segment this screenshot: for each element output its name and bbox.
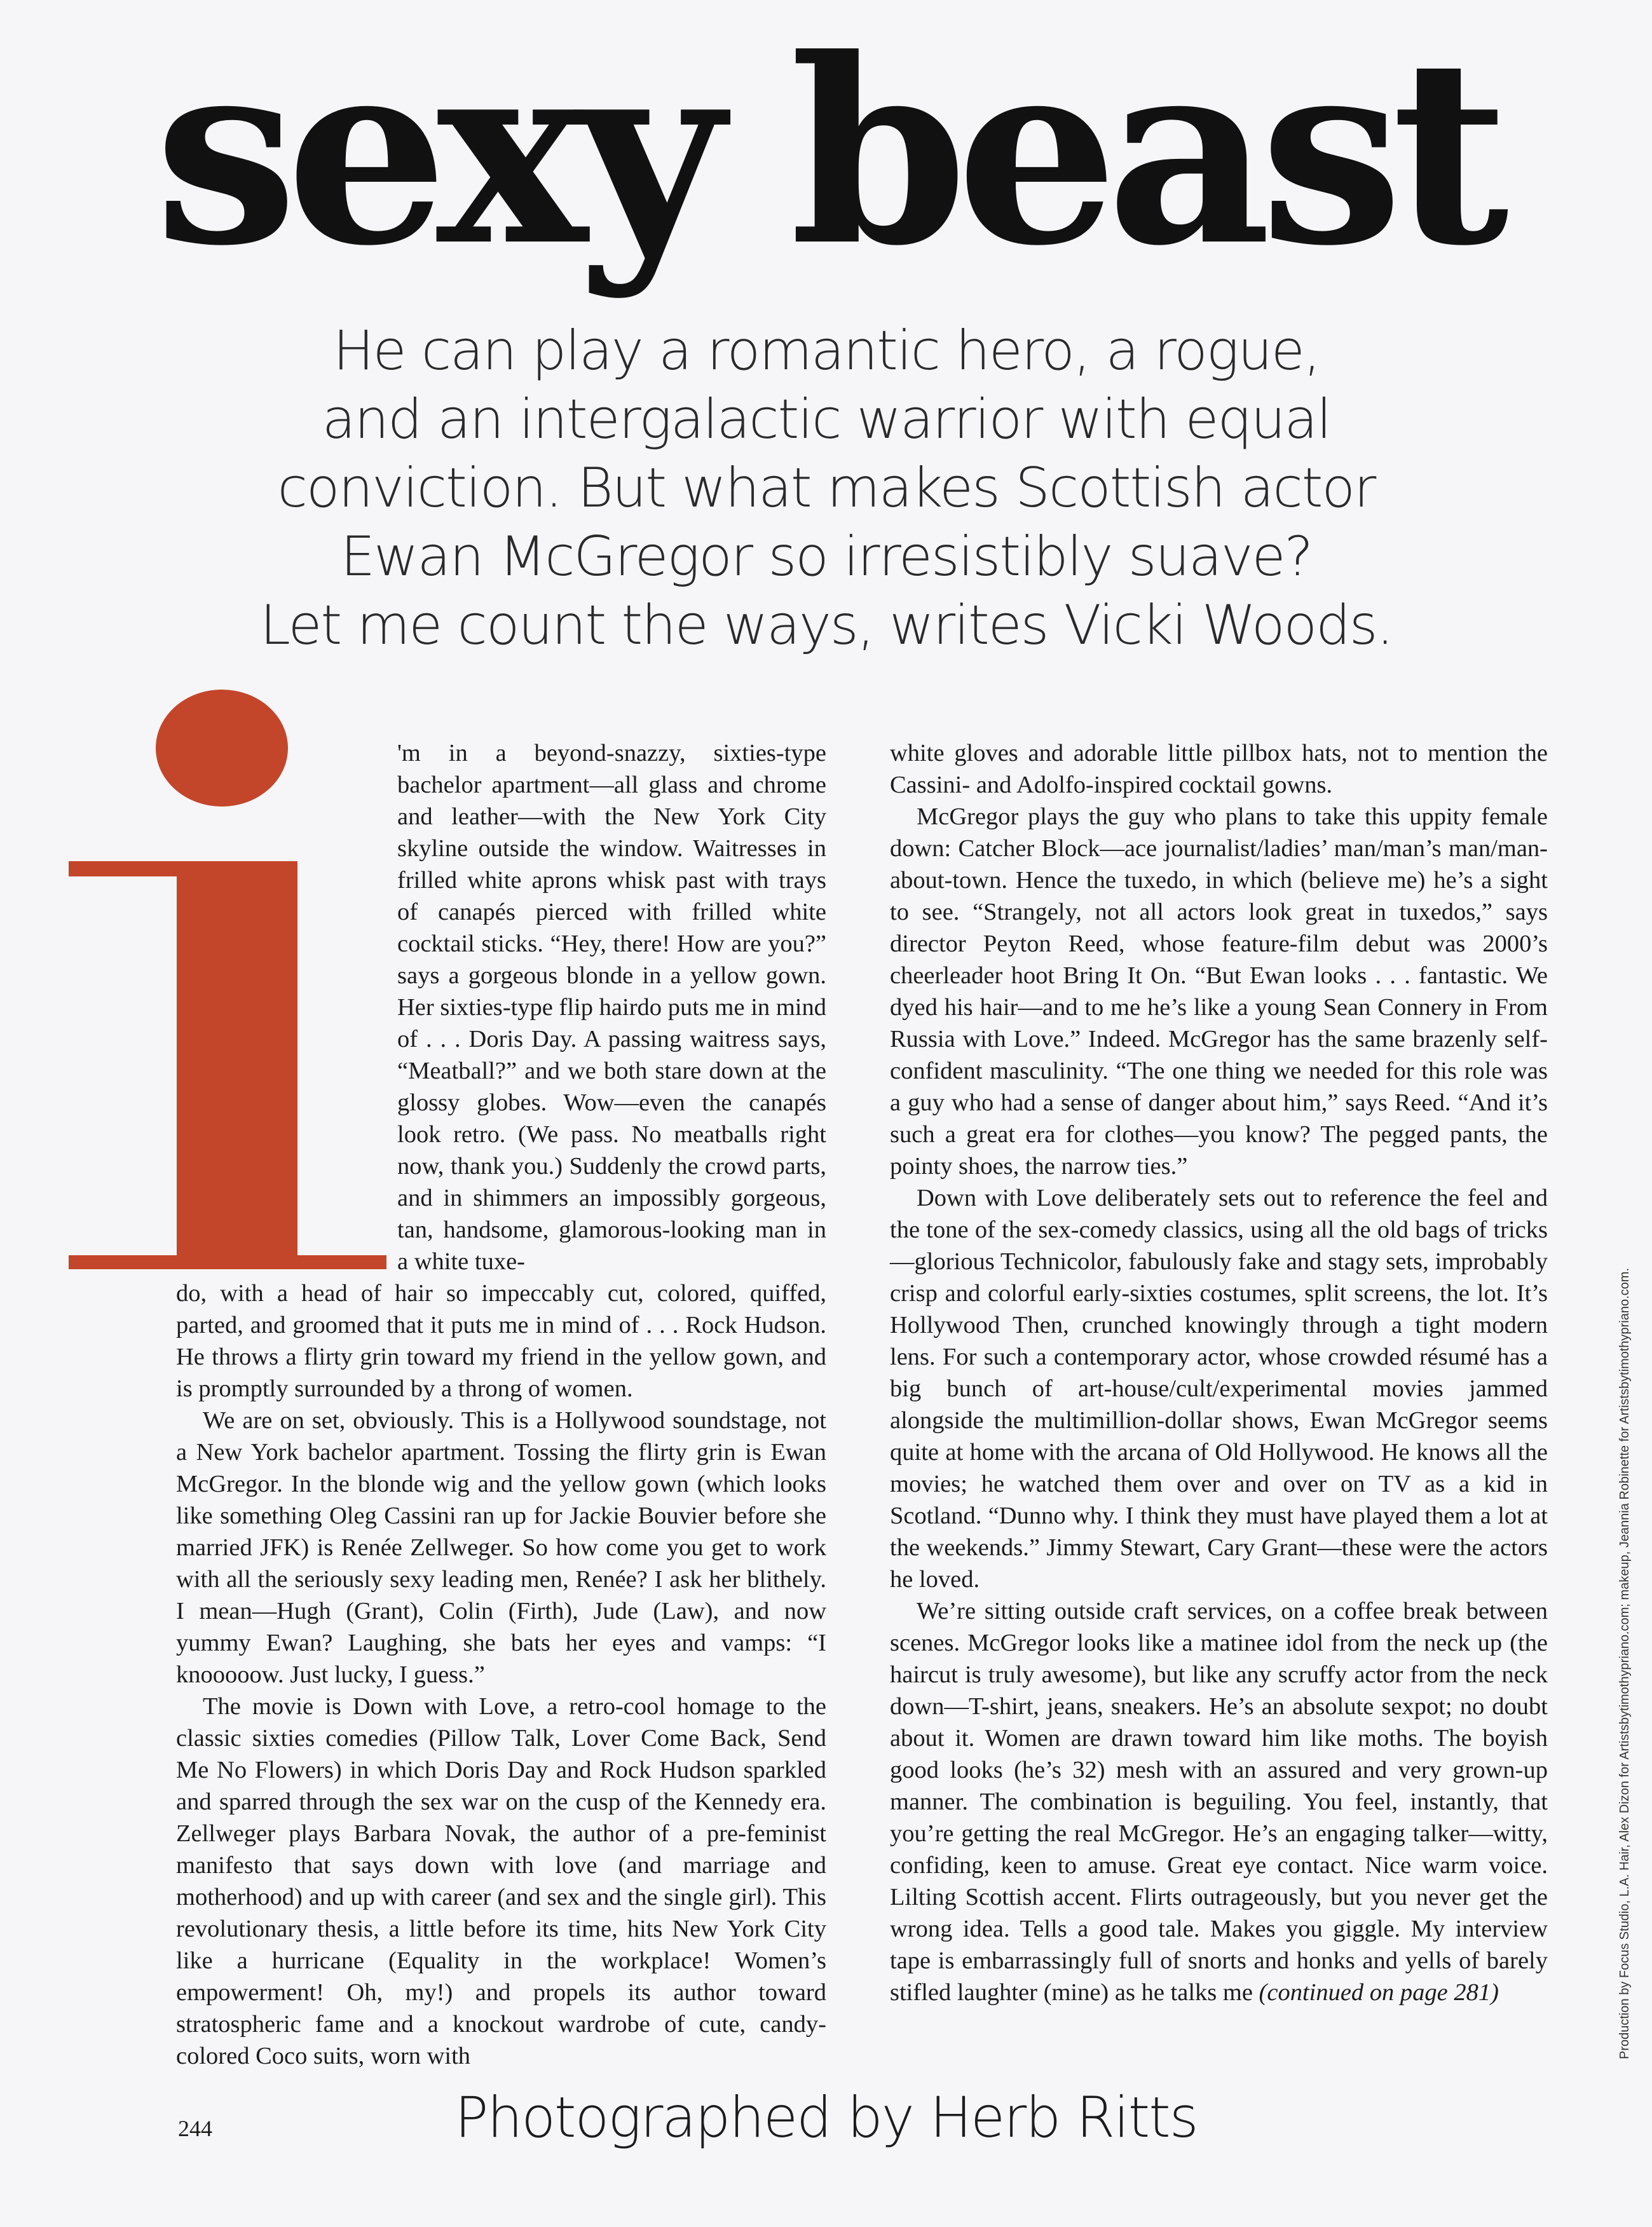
deck-line: Ewan McGregor so irresistibly suave?: [340, 525, 1313, 589]
paragraph: The movie is Down with Love, a retro-cool homage to the classic sixties comedies (Pillow Talk, Lover Come Back, Send Me No Flowers) in which Doris Day and Rock Hudson sparkled and sparred through the sex war on the cusp of the Kennedy era. Zellweger plays Barbara Novak, the author of a pre-feminist manifesto that says down with love (and marriage and motherhood) and up with career (and sex and the single girl). This revolutionary thesis, a little before its time, hits New York City like a hurricane (Equality in the workplace! Women’s empowerment! Oh, my!) and propels its author toward stratospheric fame and a knockout wardrobe of cute, candy-colored Coco suits, worn with: [176, 1693, 826, 2069]
paragraph: 'm in a beyond-snazzy, sixties-type bachelor apartment—all glass and chrome and leather—with the New York City skyline outside the window. Waitresses in frilled white aprons whisk past with trays of canapés pierced with frilled white cocktail sticks. “Hey, there! How are you?” says a gorgeous blonde in a yellow gown. Her sixties-type flip hairdo puts me in mind of . . . Doris Day. A passing waitress says, “Meatball?” and we both stare down at the glossy globes. Wow—even the canapés look retro. (We pass. No meatballs right now, thank you.) Suddenly the crowd parts, and in shimmers an impossibly gorgeous, tan, handsome, glamorous-looking man in a white tuxe-: [397, 740, 826, 1275]
paragraph: white gloves and adorable little pillbox hats, not to mention the Cassini- and Adolfo-inspired cocktail gowns.: [890, 740, 1548, 798]
column-left-bottom: [176, 1277, 826, 2072]
page-number: 244: [178, 2116, 212, 2141]
paragraph: do, with a head of hair so impeccably cut, colored, quiffed, parted, and groomed that it puts me in mind of . . . Rock Hudson. He throws a flirty grin toward my friend in the yellow gown, and is promptly surrounded by a throng of women.: [176, 1280, 826, 1402]
deck: [159, 317, 1494, 660]
photo-credit: Photographed by Herb Ritts: [454, 2085, 1198, 2150]
deck-line: and an intergalactic warrior with equal: [322, 388, 1331, 451]
deck-line: conviction. But what makes Scottish actor: [277, 456, 1376, 520]
paragraph: McGregor plays the guy who plans to take this uppity female down: Catcher Block—ace journalist/ladies’ man/man’s man/man-about-town. Hence the tuxedo, in which (believe me) he’s a sight to see. “Strangely, not all actors look great in tuxedos,” says director Peyton Reed, whose feature-film debut was 2000’s cheerleader hoot Bring It On. “But Ewan looks . . . fantastic. We dyed his hair—and to me he’s like a young Sean Connery in From Russia with Love.” Indeed. McGregor has the same brazenly self-confident masculinity. “The one thing we needed for this role was a guy who had a sense of danger about him,” says Reed. “And it’s such a great era for clothes—you know? The pegged pants, the pointy shoes, the narrow ties.”: [890, 803, 1548, 1180]
dropcap-dot: [156, 690, 288, 807]
paragraph: We are on set, obviously. This is a Hollywood soundstage, not a New York bachelor apartment. Tossing the flirty grin is Ewan McGregor. In the blonde wig and the yellow gown (which looks like something Oleg Cassini ran up for Jackie Bouvier before she married JFK) is Renée Zellweger. So how come you get to work with all the seriously sexy leading men, Renée? I ask her blithely. I mean—Hugh (Grant), Colin (Firth), Jude (Law), and now yummy Ewan? Laughing, she bats her eyes and vamps: “I knooooow. Just lucky, I guess.”: [176, 1407, 826, 1688]
dropcap-serif-top: [69, 861, 180, 876]
dropcap-serif-bottom: [69, 1255, 386, 1269]
dropcap-stem: [177, 861, 297, 1268]
column-right: [890, 737, 1548, 2008]
deck-line: Let me count the ways, writes Vicki Woods.: [260, 594, 1393, 657]
deck-line: He can play a romantic hero, a rogue,: [332, 319, 1320, 383]
continued-note: (continued on page 281): [1259, 1979, 1499, 2006]
headline: sexy beast: [154, 3, 1498, 302]
paragraph: Down with Love deliberately sets out to reference the feel and the tone of the sex-comedy classics, using all the old bags of tricks—glorious Technicolor, fabulously fake and stagy sets, improbably crisp and colorful early-sixties costumes, split screens, the lot. It’s Hollywood Then, crunched knowingly through a tight modern lens. For such a contemporary actor, whose crowded résumé has a big bunch of art-house/cult/experimental movies jammed alongside the multimillion-dollar shows, Ewan McGregor seems quite at home with the arcana of Old Hollywood. He knows all the movies; he watched them over and over on TV as a kid in Scotland. “Dunno why. I think they must have played them a lot at the weekends.” Jimmy Stewart, Cary Grant—these were the actors he loved.: [890, 1185, 1548, 1593]
paragraph-text: We’re sitting outside craft services, on a coffee break between scenes. McGregor looks like a matinee idol from the neck up (the haircut is truly awesome), but like any scruffy actor from the neck down—T-shirt, jeans, sneakers. He’s an absolute sexpot; no doubt about it. Women are drawn toward him like moths. The boyish good looks (he’s 32) mesh with an assured and very grown-up manner. The combination is beguiling. You feel, instantly, that you’re getting the real McGregor. He’s an engaging talker—witty, confiding, keen to amuse. Great eye contact. Nice warm voice. Lilting Scottish accent. Flirts outrageously, but you never get the wrong idea. Tells a good tale. Makes you giggle. My interview tape is embarrassingly full of snorts and honks and yells of barely stifled laughter (mine) as he talks me: [890, 1598, 1548, 2006]
column-left-top: [397, 737, 826, 1277]
production-credit: Production by Focus Studio, L.A. Hair, Alex Dizon for Artistsbytimothypriano.com; makeup, Jeannia Robinette for Artistsbytimothypriano.com.: [1618, 1267, 1632, 2059]
paragraph: [890, 1595, 1548, 2008]
